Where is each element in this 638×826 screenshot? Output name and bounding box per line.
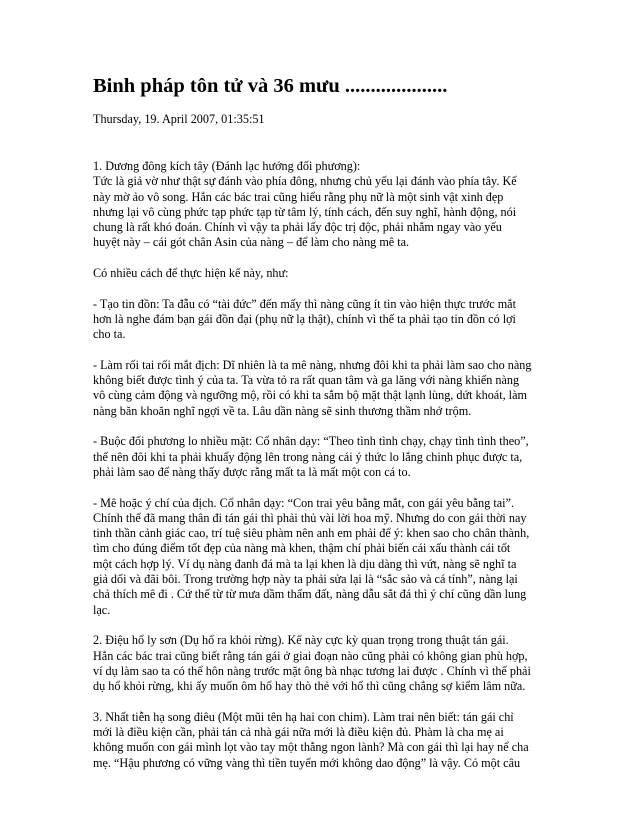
paragraph-line: không muốn con gái mình lọt vào tay một thằng ngon lành? Mà con gái thì lại hay nể cha — [93, 740, 529, 755]
paragraph-line: mẹ. “Hậu phương có vững vàng thì tiền tuyến mới không dao động” là vậy. Có một câu — [93, 755, 521, 770]
document-body — [93, 159, 548, 771]
paragraph-line: cho ta. — [93, 327, 126, 342]
paragraph — [93, 710, 548, 771]
paragraph-line: nhưng lại vô cùng phức tạp phức tạp từ tâm lý, tính cách, đến suy nghĩ, hành động, nói — [93, 204, 517, 219]
paragraph-line: - Buộc đối phương lo nhiều mặt: Cổ nhân dạy: “Theo tình tình chạy, chạy tình tình theo”, — [93, 434, 529, 449]
paragraph-line: - Làm rối tai rối mắt địch: Dĩ nhiên là ta mê nàng, nhưng đôi khi ta phải làm sao cho nàng — [93, 357, 532, 372]
paragraph-line: ví dụ làm sao ta có thể hôn nàng trước mặt ông bà nhạc tương lai được . Chính vì thế phải — [93, 663, 531, 678]
paragraph-line: hơn là nghe đám bạn gái đồn đại (phụ nữ lạ thật), chính vì thế ta phải tạo tin đồn có lợi — [93, 311, 516, 326]
paragraph-line: Chính thế đã mang thân đi tán gái thì phải thủ vài lời hoa mỹ. Nhưng do con gái thời nay — [93, 510, 527, 525]
paragraph-line: 1. Dương đông kích tây (Đánh lạc hướng đối phương): — [93, 159, 361, 173]
paragraph-line: vô cùng cảm động và ngưỡng mộ, rồi có khi ta sắm bộ mặt thật lạnh lùng, dứt khoát, làm — [93, 388, 527, 403]
paragraph-line: thế nên đôi khi ta phải khuấy động lên trong nàng cái ý thức lo lắng chinh phục được ta, — [93, 449, 523, 464]
paragraph — [93, 434, 548, 480]
paragraph-line: Hẳn các bác trai cũng biết rằng tán gái ở giai đoạn nào cũng phải có không gian phù hợp, — [93, 648, 528, 663]
paragraph-line: Có nhiều cách để thực hiện kế này, như: — [93, 266, 289, 281]
paragraph-line: dụ hổ khỏi rừng, khi ấy muốn ôm hổ hay thò thẻ với hổ thì cũng chẳng sợ kiểm lâm nữa. — [93, 679, 526, 694]
paragraph-line: không biết được tình ý của ta. Ta vừa tỏ ra rất quan tâm và ga lăng với nàng khiến nàng — [93, 373, 520, 388]
paragraph-line: giả dối và đãi bôi. Trong trường hợp này ta phải sửa lại là “sắc sảo và cá tính”, nàng lại — [93, 572, 518, 587]
paragraph — [93, 633, 548, 694]
paragraph-line: nàng băn khoăn nghĩ ngợi về ta. Lâu dần nàng sẽ sinh thương thầm nhớ trộm. — [93, 403, 472, 418]
paragraph-line: 3. Nhất tiễn hạ song điêu (Một mũi tên hạ hai con chim). Làm trai nên biết: tán gái chỉ — [93, 709, 514, 724]
paragraph-line: Tức là giả vờ như thật sự đánh vào phía đông, nhưng chủ yếu lại đánh vào phía tây. Kế — [93, 174, 517, 189]
paragraph-line: một cách hợp lý. Ví dụ nàng đanh đá mà ta lại khen là dịu dàng thì vứt, nàng sẽ nghĩ ta — [93, 556, 517, 571]
paragraph-line: này mờ ảo vô song. Hẳn các bác trai cũng hiểu rằng phụ nữ là một sinh vật xinh đẹp — [93, 189, 504, 204]
document-title: Binh pháp tôn tử và 36 mưu .................... — [93, 75, 448, 97]
paragraph-line: chung là rất khó đoán. Chính vì vậy ta phải lấy độc trị độc, phải nhắm ngay vào yếu — [93, 220, 502, 235]
paragraph — [93, 266, 548, 281]
paragraph-line: tinh thần cảnh giác cao, trí tuệ siêu phàm nên anh em phải để ý: khen sao cho chân thành, — [93, 526, 530, 541]
paragraph-line: - Tạo tin đồn: Ta đẫu có “tài đức” đến mấy thì nàng cũng ít tin vào hiện thực trước mắt — [93, 296, 516, 311]
paragraph — [93, 496, 548, 618]
paragraph-line: mới là điều kiện cần, phải tán cả nhà gái nữa mới là điều kiện đủ. Phàm là cha mẹ ai — [93, 724, 504, 739]
paragraph-line: huyệt này – cái gót chân Asin của nàng – để làm cho nàng mê ta. — [93, 235, 410, 250]
paragraph-line: chả thích mê đi . Cứ thế từ từ mưa dầm thấm đất, nàng dẫu sắt đá thì ý chí cũng dần lung — [93, 587, 527, 602]
paragraph-line: lạc. — [93, 602, 111, 617]
paragraph-line: tìm cho đúng điểm tốt đẹp của nàng mà khen, thậm chí phải biến cái xấu thành cái tốt — [93, 541, 511, 556]
paragraph — [93, 358, 548, 419]
paragraph-line: - Mê hoặc ý chí của địch. Cổ nhân dạy: “Con trai yêu bằng mắt, con gái yêu bằng tai”. — [93, 495, 515, 510]
paragraph-line: 2. Điệu hổ ly sơn (Dụ hổ ra khỏi rừng). Kế này cực kỳ quan trọng trong thuật tán gái. — [93, 633, 509, 648]
paragraph — [93, 297, 548, 343]
paragraph-line: phải làm sao để nàng thấy được rằng mất ta là mất một con cá to. — [93, 464, 411, 479]
post-date: Thursday, 19. April 2007, 01:35:51 — [93, 112, 265, 126]
paragraph — [93, 159, 548, 251]
